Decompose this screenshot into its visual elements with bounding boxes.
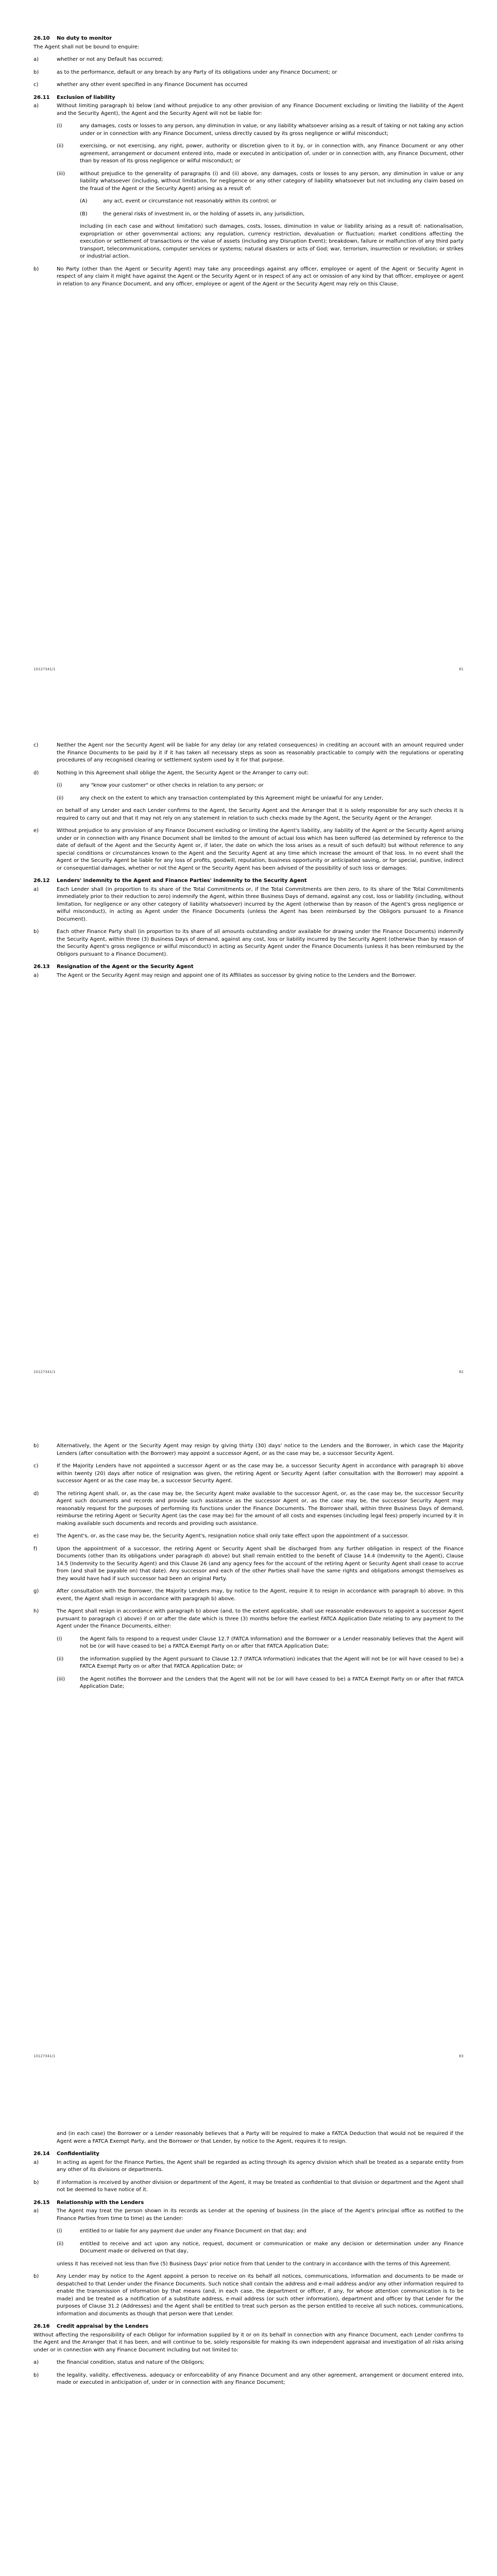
list-item: b) Each other Finance Party shall (in proportion to its share of all amounts outstanding and/or available for drawing under the Finance Documents) indemnify the Security Agent, within three (3) Business Days of demand, against any cost, loss or liability incurred by the Security Agent (otherwise than by reason of the Security Agent's gross negligence or wilful misconduct) in acting as Security Agent under the Finance Documents (unless it has been reimbursed by the Obligors pursuant to a Finance Document). (33, 929, 464, 957)
list-item: b) If information is received by another division or department of the Agent, it may be treated as confidential to that division or department and the Agent shall not be deemed to have notice of it. (33, 2179, 464, 2193)
list-item: f) Upon the appointment of a successor, the retiring Agent or Security Agent shall be discharged from any further obligation in respect of the Finance Documents (other than its obligations under paragraph d) above) but shall remain entitled to the benefit of Clause 14.4 (Indemnity to the Agent), Clause 14.5 (Indemnity to the Security Agent) and this Clause 26 (and any agency fees for the account of the retiring Agent or Security Agent shall cease to accrue from (and shall be payable on) that date). Any successor and each of the other Parties shall have the same rights and obligations amongst themselves as they would have had if such successor had been an original Party. (33, 1546, 464, 1582)
list-item: b) Any Lender may by notice to the Agent appoint a person to receive on its behalf all notices, communications, information and documents to be made or despatched to that Lender under the Finance Documents. Such notice shall contain the address and e-mail address and/or any other information required to enable the transmission of information by that means (and, in each case, the department or officer, if any, for whose attention communication is to be made) and be treated as a notification of a substitute address, e-mail address (or such other information), department and officer by that Lender for the purposes of Clause 31.2 (Addresses) and the Agent shall be entitled to treat such person as the person entitled to receive all such notices, communications, information and documents as though that person were that Lender. (33, 2274, 464, 2317)
list-item: b) as to the performance, default or any breach by any Party of its obligations under any Finance Document; or (33, 69, 337, 75)
list-item: a) whether or not any Default has occurred; (33, 57, 163, 62)
list-item: b) the legality, validity, effectiveness, adequacy or enforceability of any Finance Document and any other agreement, arrangement or document entered into, made or executed in anticipation of, under or in connection with any Finance Document; (33, 2372, 464, 2385)
list-item: c) Neither the Agent nor the Security Agent will be liable for any delay (or any related consequences) in crediting an account with an amount required under the Finance Documents to be paid by it if it has taken all necessary steps as soon as reasonably practicable to comply with the regulations or operating procedures of any recognised clearing or settlement system used by it for that purpose. (33, 742, 464, 763)
page-footer: 10127341/1 81 (33, 667, 464, 671)
list-item: (ii) the information supplied by the Agent pursuant to Clause 12.7 (FATCA Information) indicates that the Agent will not be (or will have ceased to be) a FATCA Exempt Party on or after that FATCA Application Date; or (57, 1656, 464, 1669)
list-item: (iii) the Agent notifies the Borrower and the Lenders that the Agent will not be (or will have ceased to be) a FATCA Exempt Party on or after that FATCA Application Date; (57, 1676, 464, 1689)
list-item: (ii) entitled to receive and act upon any notice, request, document or communication or make any decision or determination under any Finance Document made or delivered on that day, (57, 2241, 464, 2254)
list-item: (ii) exercising, or not exercising, any right, power, authority or discretion given to it by, or in connection with, any Finance Document or any other agreement, arrangement or document entered into, made or executed in anticipation of, under or in connection with, any Finance Document, other than by reason of its gross negligence or wilful misconduct; or (57, 143, 464, 164)
clause-heading: 26.12 Lenders' indemnity to the Agent and Finance Parties' indemnity to the Security Agent (33, 878, 307, 884)
clause-heading: 26.10 No duty to monitor (33, 36, 112, 41)
list-item: c) whether any other event specified in any Finance Document has occurred (33, 82, 248, 88)
clause-text: The Agent shall not be bound to enquire: (33, 44, 140, 50)
page-footer: 10127341/1 83 (33, 2054, 464, 2058)
list-item: (ii) any check on the extent to which any transaction contemplated by this Agreement might be unlawful for any Lender, (57, 795, 384, 801)
clause-heading: 26.13 Resignation of the Agent or the Security Agent (33, 964, 194, 970)
clause-text: and (in each case) the Borrower or a Lender reasonably believes that a Party will be required to make a FATCA Deduction that would not be required if the Agent were a FATCA Exempt Party, and the Borrower or that Lender, by notice to the Agent, requires it to resign. (57, 2131, 464, 2144)
list-item: a) Without limiting paragraph b) below (and without prejudice to any other provision of any Finance Document excluding or limiting the liability of the Agent and the Security Agent), the Agent and the Security Agent will not be liable for: (33, 103, 464, 116)
list-item: c) If the Majority Lenders have not appointed a successor Agent or as the case may be, a successor Security Agent in accordance with paragraph b) above within twenty (20) days after notice of resignation was given, the retiring Agent or Security Agent (after consultation with the Borrower) may appoint a successor Agent or as the case may be, a successor Security Agent. (33, 1463, 464, 1484)
list-item: (i) entitled to or liable for any payment due under any Finance Document on that day; and (57, 2228, 306, 2234)
list-item: b) No Party (other than the Agent or Security Agent) may take any proceedings against any officer, employee or agent of the Agent or Security Agent in respect of any claim it might have against the Agent or the Security Agent or in respect of any act or omission of any kind by that officer, employee or agent in relation to any Finance Document, and any officer, employee or agent of the Agent or the Security Agent may rely on this Clause. (33, 266, 464, 287)
clause-text: unless it has received not less than five (5) Business Days' prior notice from that Lender to the contrary in accordance with the terms of this Agreement. (57, 2261, 451, 2267)
list-item: g) After consultation with the Borrower, the Majority Lenders may, by notice to the Agent, require it to resign in accordance with paragraph b) above. In this event, the Agent shall resign in accordance with paragraph b) above. (33, 1588, 464, 1602)
page-84 (33, 2130, 464, 2392)
clause-text: Without affecting the responsibility of each Obligor for information supplied by it or on its behalf in connection with any Finance Document, each Lender confirms to the Agent and the Arranger that it has been, and will continue to be, solely responsible for making its own independent appraisal and investigation of all risks arising under or in connection with any Finance Document including but not limited to: (33, 2332, 464, 2353)
clause-text: on behalf of any Lender and each Lender confirms to the Agent, the Security Agent and the Arranger that it is solely responsible for any such checks it is required to carry out and that it may not rely on any statement in relation to such checks made by the Agent, the Security Agent or the Arranger. (57, 808, 464, 821)
list-item: a) In acting as agent for the Finance Parties, the Agent shall be regarded as acting through its agency division which shall be treated as a separate entity from any other of its divisions or departments. (33, 2159, 464, 2173)
list-item: d) The retiring Agent shall, or, as the case may be, the Security Agent make available to the successor Agent, or, as the case may be, the successor Security Agent such documents and records and provide such assistance as the successor Agent or, as the case may be, the successor Security Agent may reasonably request for the purposes of performing its functions under the Finance Documents. The Borrower shall, within three Business Days of demand, reimburse the retiring Agent or Security Agent (as the case may be) for the amount of all costs and expenses (including legal fees) properly incurred by it in making available such documents and records and providing such assistance. (33, 1490, 464, 1527)
list-item: (i) the Agent fails to respond to a request under Clause 12.7 (FATCA Information) and the Borrower or a Lender reasonably believes that the Agent will not be (or will have ceased to be) a FATCA Exempt Party on or after that FATCA Application Date; (57, 1636, 464, 1649)
page-83 (33, 1443, 464, 1696)
page-81 (33, 35, 464, 293)
clause-heading: 26.11 Exclusion of liability (33, 94, 115, 100)
list-item: (iii) without prejudice to the generality of paragraphs (i) and (ii) above, any damages, costs or losses to any person, any diminution in value or any liability whatsoever (including, without limitation, for negligence or any other category of liability whatsoever but not including any claim based on the fraud of the Agent or the Security Agent) arising as a result of: (57, 171, 464, 192)
clause-heading: 26.14 Confidentiality (33, 2151, 99, 2157)
list-item: (A) any act, event or circumstance not reasonably within its control; or (80, 198, 277, 204)
list-item: a) The Agent may treat the person shown in its records as Lender at the opening of business (in the place of the Agent's principal office as notified to the Finance Parties from time to time) as the Lender: (33, 2208, 464, 2222)
list-item: e) The Agent's, or, as the case may be, the Security Agent's, resignation notice shall only take effect upon the appointment of a successor. (33, 1533, 409, 1539)
page-footer: 10127341/1 82 (33, 1370, 464, 1374)
list-item: a) Each Lender shall (in proportion to its share of the Total Commitments or, if the Total Commitments are then zero, to its share of the Total Commitments immediately prior to their reduction to zero) indemnify the Agent, within three Business Days of demand, against any cost, loss or liability (including, without limitation, for negligence or any other category of liability whatsoever) incurred by the Agent (otherwise than by reason of the Agent's gross negligence or wilful misconduct), in acting as Agent under the Finance Documents (unless the Agent has been reimbursed by the Obligors pursuant to a Finance Document). (33, 886, 464, 922)
page-82 (33, 742, 464, 985)
list-item: d) Nothing in this Agreement shall oblige the Agent, the Security Agent or the Arranger to carry out: (33, 770, 309, 776)
list-item: (i) any "know your customer" or other checks in relation to any person; or (57, 783, 264, 788)
list-item: a) The Agent or the Security Agent may resign and appoint one of its Affiliates as successor by giving notice to the Lenders and the Borrower. (33, 972, 416, 978)
list-item: b) Alternatively, the Agent or the Security Agent may resign by giving thirty (30) days' notice to the Lenders and the Borrower, in which case the Majority Lenders (after consultation with the Borrower) may appoint a successor Agent, or as the case may be, a successor Security Agent. (33, 1443, 464, 1456)
list-item: e) Without prejudice to any provision of any Finance Document excluding or limiting the Agent's liability, any liability of the Agent or the Security Agent arising under or in connection with any Finance Document shall be limited to the amount of actual loss which has been suffered (as determined by reference to the date of default of the Agent and the Security Agent or, if later, the date on which the loss arises as a result of such default) but without reference to any special conditions or circumstances known to the Agent and the Security Agent at any time which increase the amount of that loss. In no event shall the Agent or the Security Agent be liable for any loss of profits, goodwill, reputation, business opportunity or anticipated saving, or for special, punitive, indirect or consequential damages, whether or not the Agent or the Security Agent has been advised of the possibility of such loss or damages. (33, 828, 464, 871)
list-item: (i) any damages, costs or losses to any person, any diminution in value, or any liability whatsoever arising as a result of taking or not taking any action under or in connection with any Finance Document, unless directly caused by its gross negligence or wilful misconduct; (57, 123, 464, 137)
list-item: (B) the general risks of investment in, or the holding of assets in, any jurisdiction, (80, 211, 305, 217)
clause-text: including (in each case and without limitation) such damages, costs, losses, diminution in value or liability arising as a result of: nationalisation, expropriation or other governmental actions; any regulation, currency restriction, devaluation or fluctuation; market conditions affecting the execution or settlement of transactions or the value of assets (including any Disruption Event); breakdown, failure or malfunction of any third party transport, telecommunications, computer services or systems; natural disasters or acts of God; war, terrorism, insurrection or revolution; or strikes or industrial action. (80, 224, 464, 259)
clause-heading: 26.16 Credit appraisal by the Lenders (33, 2324, 149, 2329)
list-item: a) the financial condition, status and nature of the Obligors; (33, 2360, 204, 2365)
list-item: h) The Agent shall resign in accordance with paragraph b) above (and, to the extent applicable, shall use reasonable endeavours to appoint a successor Agent pursuant to paragraph c) above) if on or after the date which is three (3) months before the earliest FATCA Application Date relating to any payment to the Agent under the Finance Documents, either: (33, 1608, 464, 1629)
clause-heading: 26.15 Relationship with the Lenders (33, 2199, 144, 2206)
